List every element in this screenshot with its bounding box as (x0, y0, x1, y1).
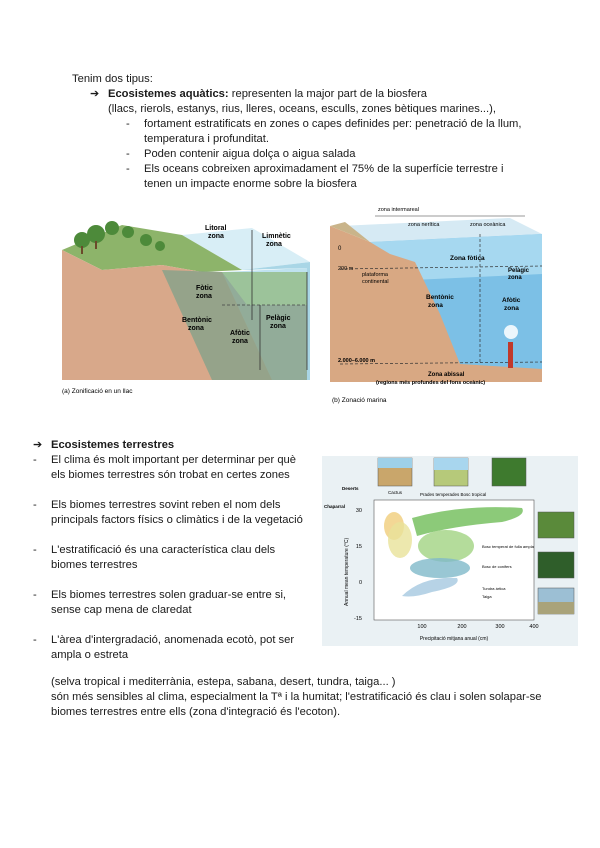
marine-label-afotic: Afòtic (502, 297, 521, 304)
aquatic-heading-rest: representen la major part de la biosfera (228, 88, 428, 100)
marine-label-depth-deep: 2.000–6.000 m (338, 358, 376, 364)
terrestrial-bullet-2-line2: principals factors físics o climàtics i de la vegetació (51, 514, 303, 526)
marine-caption: (b) Zonació marina (332, 397, 387, 404)
marine-label-plataforma: plataforma (362, 272, 388, 278)
marine-label-bentonic-zone: zona (428, 302, 443, 309)
biome-label-deserts: Deserts (342, 486, 359, 491)
biome-label-conifers: Bosc de conifers (482, 564, 512, 569)
marine-label-bentonic: Bentònic (426, 294, 454, 301)
biome-label-chaparral: Chaparral (324, 504, 346, 509)
lake-label-afotic-zone: zona (232, 338, 248, 345)
biome-ytick: 30 (355, 508, 362, 514)
dash: - (33, 634, 37, 646)
closing-line-3: biomes terrestres entre ells (zona d'integració és l'ecoton). (51, 706, 341, 718)
tropical-forest-photo (492, 458, 526, 486)
lake-label-limnetic-zone: zona (266, 241, 282, 248)
arrow-bullet: ➔ (90, 88, 100, 100)
marine-label-abissal: Zona abissal (428, 372, 465, 378)
biome-ytick: 15 (355, 544, 362, 550)
broadleaf-forest-photo (538, 512, 574, 538)
marine-label-oceanica: zona oceànica (470, 222, 506, 228)
lake-label-pelagic-zone: zona (270, 323, 286, 330)
biome-ylabel: Annual mean temperature (°C) (344, 537, 350, 606)
conifer-forest-photo (538, 552, 574, 578)
biome-label-broadleaf: Bosc temperat de fulla ampla (482, 544, 534, 549)
lake-caption: (a) Zonificació en un llac (62, 388, 133, 395)
marine-label-neritica: zona nerítica (408, 222, 440, 228)
arrow-bullet: ➔ (33, 439, 43, 451)
aquatic-bullet-3-line1: Els oceans cobreixen aproximadament el 75% de la superfície terrestre i (144, 163, 504, 175)
lake-zonation-figure (62, 210, 318, 400)
biome-xtick: 100 (417, 624, 427, 630)
lake-label-fotic-zone: zona (196, 293, 212, 300)
biome-ytick: 0 (358, 580, 362, 586)
terrestrial-bullet-1-line1: El clima és molt important per determinar per què (51, 454, 296, 466)
biome-ytick: -15 (354, 616, 362, 622)
marine-label-200m: 200 m (338, 266, 354, 272)
aquatic-heading-line (108, 87, 427, 102)
marine-label-continental: continental (362, 279, 389, 285)
dash: - (126, 163, 130, 175)
aquatic-bullet-1-line2: temperatura i profunditat. (144, 133, 269, 145)
biome-xtick: 400 (529, 624, 539, 630)
closing-line-2: són més sensibles al clima, especialment la Tª i la humitat; l'estratificació és clau i solen solapar-se (51, 691, 542, 703)
marine-label-pelagic-zone: zona (508, 275, 522, 281)
dash: - (33, 544, 37, 556)
lake-label-afotic: Afòtic (230, 330, 250, 337)
lake-label-bentonic-zone: zona (188, 325, 204, 332)
terrestrial-heading: Ecosistemes terrestres (51, 439, 175, 451)
marine-label-afotic-zone: zona (504, 305, 519, 312)
biome-label-tundra: Tundra ártica (482, 586, 506, 591)
terrestrial-bullet-4-line1: Els biomes terrestres solen graduar-se entre si, (51, 589, 287, 601)
lake-label-bentonic: Bentònic (182, 317, 212, 324)
dash: - (33, 454, 37, 466)
marine-label-intermareal: zona intermareal (378, 207, 419, 213)
marine-zonation-figure (330, 204, 552, 406)
biome-xtick: 300 (495, 624, 505, 630)
biome-label-taiga: Taiga (482, 594, 492, 599)
biome-label-cactus: Cactus (388, 490, 403, 495)
terrestrial-bullet-3-line2: biomes terrestres (51, 559, 138, 571)
dash: - (126, 148, 130, 160)
aquatic-examples: (llacs, rierols, estanys, rius, lleres, oceans, esculls, zones bètiques marines...), (108, 103, 496, 115)
terrestrial-bullet-1-line2: els biomes terrestres són trobat en certes zones (51, 469, 290, 481)
terrestrial-bullet-3-line1: L'estratificació és una característica clau dels (51, 544, 276, 556)
dash: - (126, 118, 130, 130)
terrestrial-bullet-4-line2: sense cap mena de claredat (51, 604, 192, 616)
closing-line-1: (selva tropical i mediterrània, estepa, sabana, desert, tundra, taiga... ) (51, 676, 396, 688)
lake-label-fotic: Fòtic (196, 285, 213, 292)
dash: - (33, 589, 37, 601)
lake-label-pelagic: Pelàgic (266, 315, 291, 322)
lake-label-limnetic: Limnètic (262, 233, 291, 240)
marine-label-pelagic: Pelàgic (508, 268, 530, 274)
lake-label-litoral: Litoral (205, 225, 227, 232)
biome-label-temperate: Prades temperades Bosc tropical (420, 492, 487, 497)
terrestrial-bullet-5-line1: L'àrea d'intergradació, anomenada ecotò, pot ser (51, 634, 295, 646)
biome-xtick: 200 (457, 624, 467, 630)
dash: - (33, 499, 37, 511)
terrestrial-bullet-2-line1: Els biomes terrestres sovint reben el nom dels (51, 499, 281, 511)
intro-text: Tenim dos tipus: (72, 73, 153, 85)
aquatic-bullet-1-line1: fortament estratificats en zones o capes definides per: penetració de la llum, (144, 118, 522, 130)
biome-xlabel: Precipitació mitjana anual (cm) (419, 636, 489, 642)
biome-climate-figure (322, 456, 578, 646)
lake-label-litoral-zone: zona (208, 233, 224, 240)
aquatic-bullet-2-line1: Poden contenir aigua dolça o aigua salada (144, 148, 356, 160)
marine-label-fotica: Zona fòtica (450, 255, 485, 262)
marine-label-abissal-note: (regions més profundes del fons oceànic) (376, 380, 486, 386)
marine-label-zero: 0 (338, 246, 342, 252)
aquatic-heading: Ecosistemes aquàtics: (108, 88, 229, 100)
terrestrial-bullet-5-line2: ampla o estreta (51, 649, 129, 661)
aquatic-bullet-3-line2: tenen un impacte enorme sobre la biosfera (144, 178, 357, 190)
